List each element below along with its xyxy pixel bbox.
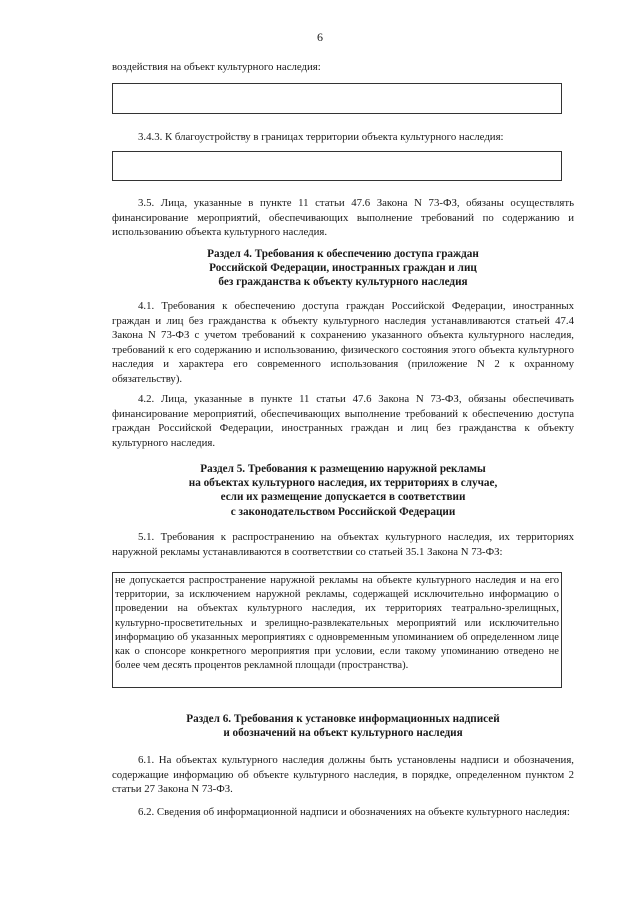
advertising-requirements-text: не допускается распространение наружной рекламы на объекте культурного наследия и на его территории, за исключением наружной рекламы, содержащей исключительно информацию о проведении на объектах культурного наследия, их территориях театрально-зрелищных, культурно-просветительных и зрелищно-развлекательных мероприятий или исключительно информацию об указанных мероприятиях с одновременным упоминанием об определенном лице как о спонсоре конкретного мероприятия при условии, если такому упоминанию отведено не более чем десять процентов рекламной площади (пространства). xyxy=(115,575,559,672)
paragraph-4-1: 4.1. Требования к обеспечению доступа граждан Российской Федерации, иностранных граждан и лиц без гражданства к объекту культурного наследия устанавливаются статьей 47.4 Закона N 73-ФЗ с учетом требований к сохранению указанного объекта культурного наследия, требований к его содержанию и использованию, физического состояния этого объекта культурного наследия и характера его современного использования (приложение N 2 к охранному обязательству). xyxy=(112,300,574,385)
paragraph-intro: воздействия на объект культурного наследия: xyxy=(112,61,321,73)
section-6-heading xyxy=(112,712,574,740)
section-5-heading-line3: если их размещение допускается в соответствии xyxy=(220,491,466,504)
paragraph-5-1: 5.1. Требования к распространению на объектах культурного наследия, их территориях наружной рекламы устанавливаются в соответствии со статьей 35.1 Закона N 73-ФЗ: xyxy=(112,531,574,558)
section-4-heading-line3: без гражданства к объекту культурного наследия xyxy=(218,276,468,289)
section-5-heading-line2: на объектах культурного наследия, их территориях в случае, xyxy=(188,477,498,490)
page-number: 6 xyxy=(317,30,323,44)
input-box-impact[interactable] xyxy=(112,83,562,114)
paragraph-4-2: 4.2. Лица, указанные в пункте 11 статьи 47.6 Закона N 73-ФЗ, обязаны обеспечивать финансирование мероприятий, обеспечивающих выполнение требований к обеспечению доступа граждан Российской Федерации, иностранных граждан и лиц без гражданства к объекту культурного наследия. xyxy=(112,393,574,449)
section-6-heading-line1: Раздел 6. Требования к установке информационных надписей xyxy=(186,713,500,725)
section-4-heading-line2: Российской Федерации, иностранных граждан и лиц xyxy=(209,262,477,275)
paragraph-6-2: 6.2. Сведения об информационной надписи и обозначениях на объекте культурного наследия: xyxy=(138,806,570,818)
section-4-heading xyxy=(112,247,574,290)
section-5-heading-line1: Раздел 5. Требования к размещению наружной рекламы xyxy=(200,463,486,475)
paragraph-6-1: 6.1. На объектах культурного наследия должны быть установлены надписи и обозначения, содержащие информацию об объекте культурного наследия, в порядке, определенном пунктом 2 статьи 27 Закона N 73-ФЗ. xyxy=(112,754,574,796)
input-box-landscaping[interactable] xyxy=(112,151,562,181)
section-5-heading xyxy=(112,462,574,519)
paragraph-3-5: 3.5. Лица, указанные в пункте 11 статьи 47.6 Закона N 73-ФЗ, обязаны осуществлять финансирование мероприятий, обеспечивающих выполнение требований по содержанию и использованию объекта культурного наследия. xyxy=(112,197,574,239)
section-5-heading-line4: с законодательством Российской Федерации xyxy=(230,505,456,518)
section-6-heading-line2: и обозначений на объект культурного наследия xyxy=(223,727,463,740)
section-4-heading-line1: Раздел 4. Требования к обеспечению доступа граждан xyxy=(207,248,479,260)
paragraph-3-4-3: 3.4.3. К благоустройству в границах территории объекта культурного наследия: xyxy=(138,131,504,143)
